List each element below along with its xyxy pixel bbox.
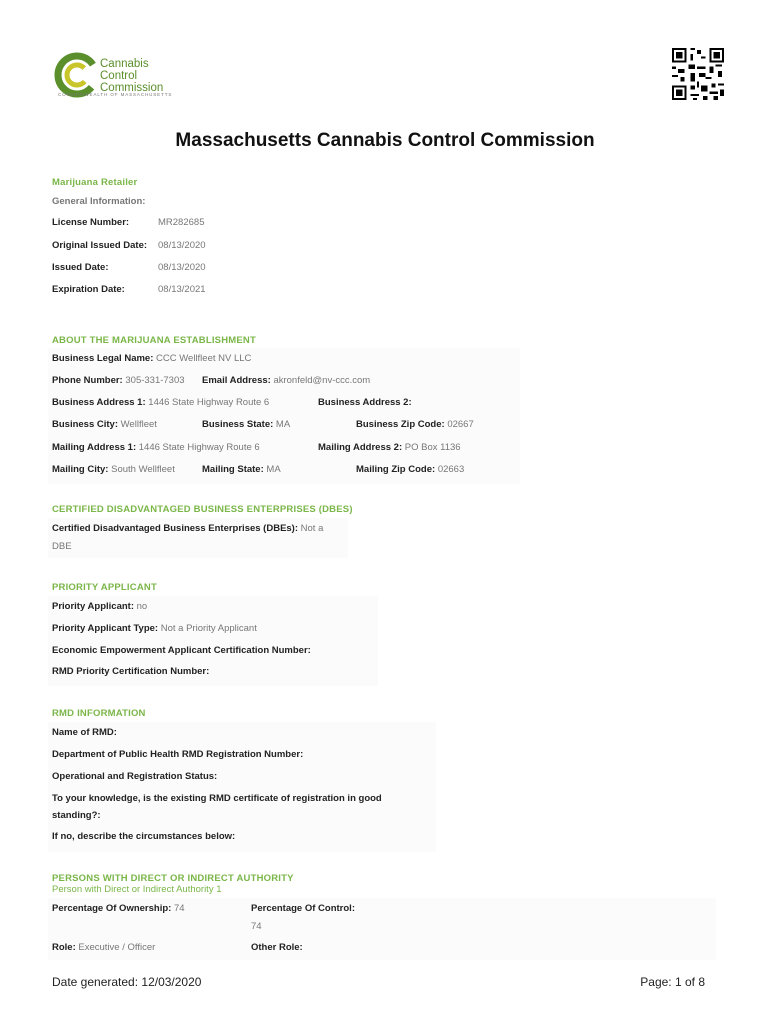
- logo-text: Cannabis Control Commission: [100, 58, 164, 94]
- establishment-heading: ABOUT THE MARIJUANA ESTABLISHMENT: [52, 335, 256, 346]
- rmd-circumstances: If no, describe the circumstances below:: [52, 831, 236, 842]
- general-info-label: General Information:: [52, 196, 146, 207]
- rmd-heading: RMD INFORMATION: [52, 708, 146, 719]
- rmd-name: Name of RMD:: [52, 727, 117, 738]
- license-number-label: License Number:: [52, 217, 130, 228]
- person-role: Role: Executive / Officer: [52, 942, 156, 953]
- percentage-control-label: Percentage Of Control:: [251, 903, 355, 914]
- mailing-state: Mailing State: MA: [202, 464, 281, 475]
- priority-heading: PRIORITY APPLICANT: [52, 582, 157, 593]
- phone-number: Phone Number: 305-331-7303: [52, 375, 185, 386]
- percentage-ownership: Percentage Of Ownership: 74: [52, 903, 185, 914]
- rmd-dph-number: Department of Public Health RMD Registration Number:: [52, 749, 304, 760]
- page-title: Massachusetts Cannabis Control Commission: [175, 130, 595, 151]
- priority-applicant: Priority Applicant: no: [52, 601, 148, 612]
- other-role: Other Role:: [251, 942, 303, 953]
- percentage-control-value: 74: [251, 921, 262, 932]
- page-number: Page: 1 of 8: [640, 975, 705, 989]
- email-address: Email Address: akronfeld@nv-ccc.com: [202, 375, 371, 386]
- mailing-address-1: Mailing Address 1: 1446 State Highway Route 6: [52, 442, 260, 453]
- license-number-value: MR282685: [158, 217, 205, 228]
- date-generated: Date generated: 12/03/2020: [52, 975, 202, 989]
- dbe-status: Certified Disadvantaged Business Enterprises (DBEs): Not a: [52, 523, 324, 534]
- priority-applicant-type: Priority Applicant Type: Not a Priority Applicant: [52, 623, 257, 634]
- rmd-standing: To your knowledge, is the existing RMD certificate of registration in good: [52, 793, 382, 804]
- business-address-2: Business Address 2:: [318, 397, 412, 408]
- issued-date-value: 08/13/2020: [158, 262, 206, 273]
- persons-heading: PERSONS WITH DIRECT OR INDIRECT AUTHORITY: [52, 873, 294, 884]
- expiration-date-label: Expiration Date:: [52, 284, 125, 295]
- rmd-priority-cert-number: RMD Priority Certification Number:: [52, 666, 210, 677]
- license-type: Marijuana Retailer: [52, 177, 138, 188]
- business-zip: Business Zip Code: 02667: [356, 419, 474, 430]
- mailing-zip: Mailing Zip Code: 02663: [356, 464, 465, 475]
- issued-date-label: Issued Date:: [52, 262, 109, 273]
- qr-code-icon: [672, 48, 724, 100]
- business-address-1: Business Address 1: 1446 State Highway Route 6: [52, 397, 270, 408]
- empowerment-cert-number: Economic Empowerment Applicant Certification Number:: [52, 645, 311, 656]
- mailing-city: Mailing City: South Wellfleet: [52, 464, 175, 475]
- business-legal-name: Business Legal Name: CCC Wellfleet NV LLC: [52, 353, 252, 364]
- original-issued-date-value: 08/13/2020: [158, 240, 206, 251]
- business-city: Business City: Wellfleet: [52, 419, 157, 430]
- dbe-heading: CERTIFIED DISADVANTAGED BUSINESS ENTERPRISES (DBES): [52, 504, 353, 515]
- logo-tagline: COMMONWEALTH OF MASSACHUSETTS: [58, 92, 173, 97]
- expiration-date-value: 08/13/2021: [158, 284, 206, 295]
- rmd-status: Operational and Registration Status:: [52, 771, 218, 782]
- persons-subheading: Person with Direct or Indirect Authority 1: [52, 884, 222, 895]
- business-state: Business State: MA: [202, 419, 291, 430]
- dbe-status-continued: DBE: [52, 541, 72, 552]
- mailing-address-2: Mailing Address 2: PO Box 1136: [318, 442, 461, 453]
- original-issued-date-label: Original Issued Date:: [52, 240, 148, 251]
- rmd-standing-continued: standing?:: [52, 810, 101, 821]
